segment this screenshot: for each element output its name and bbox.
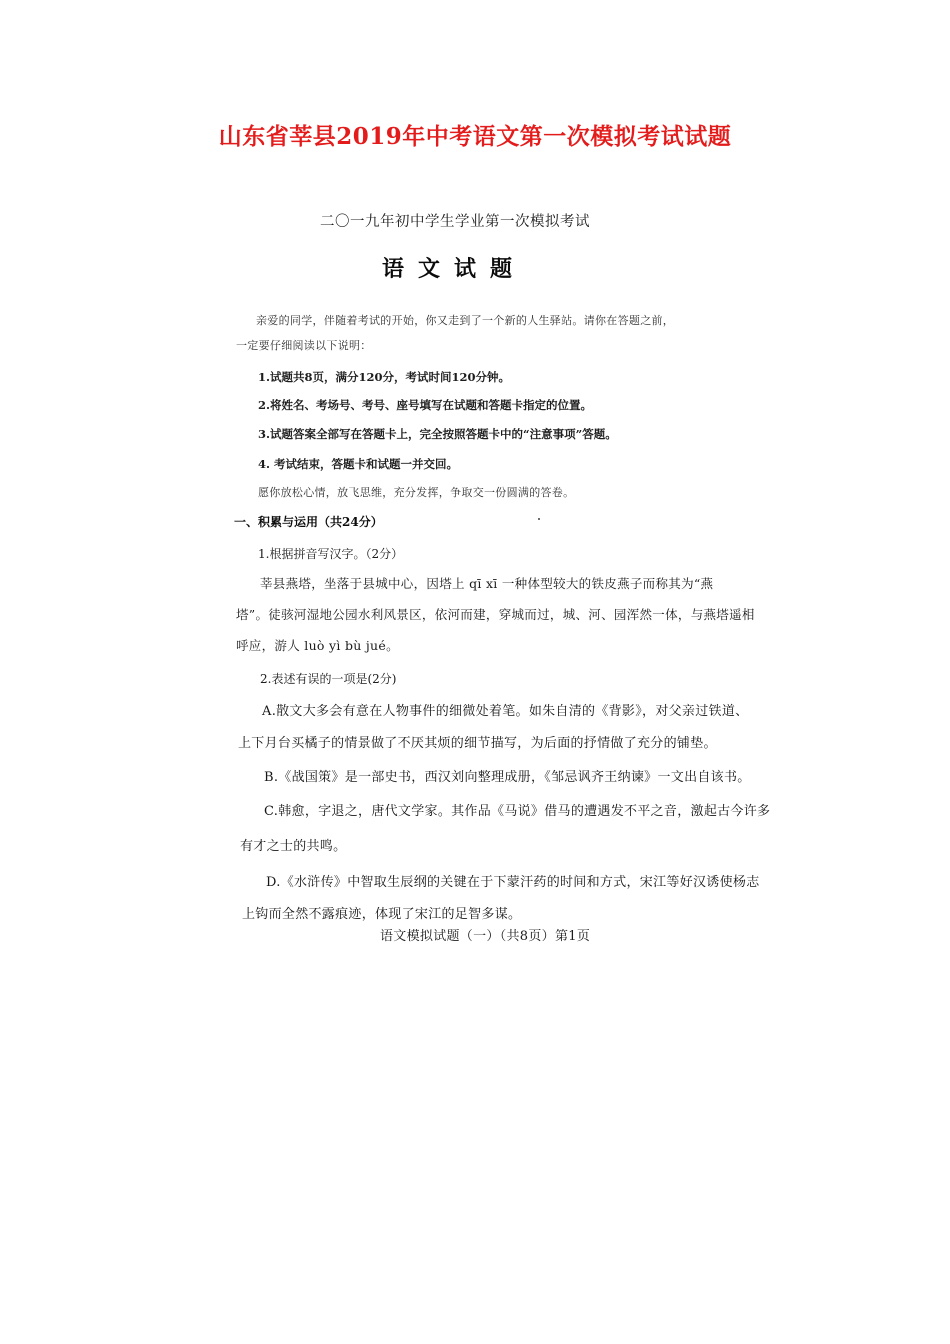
exam-name: 二〇一九年初中学生学业第一次模拟考试 bbox=[320, 214, 590, 230]
question-1-text-line: 莘县燕塔，坐落于县城中心，因塔上 qī xī 一种体型较大的铁皮燕子而称其为“燕 bbox=[260, 576, 714, 591]
question-1-text-line: 呼应，游人 luò yì bù jué。 bbox=[236, 638, 399, 653]
intro-line-1: 亲爱的同学，伴随着考试的开始，你又走到了一个新的人生驿站。请你在答题之前， bbox=[256, 314, 675, 327]
intro-line-2: 一定要仔细阅读以下说明： bbox=[236, 339, 372, 352]
subject-title: 语文试题 bbox=[382, 256, 527, 282]
scan-speck bbox=[538, 518, 540, 520]
option-d-line: 上钩而全然不露痕迹，体现了宋江的足智多谋。 bbox=[242, 907, 522, 922]
option-c-line: C.韩愈，字退之，唐代文学家。其作品《马说》借马的遭遇发不平之音，激起古今许多 bbox=[264, 804, 771, 819]
note-item: 1.试题共8页，满分120分，考试时间120分钟。 bbox=[258, 370, 511, 384]
page-footer: 语文模拟试题（一）（共8页）第1页 bbox=[380, 929, 591, 944]
note-item: 2.将姓名、考场号、考号、座号填写在试题和答题卡指定的位置。 bbox=[258, 398, 593, 412]
scanned-exam-page bbox=[232, 196, 771, 956]
note-item: 4. 考试结束，答题卡和试题一并交回。 bbox=[258, 457, 459, 471]
option-a-line: A.散文大多会有意在人物事件的细微处着笔。如朱自清的《背影》，对父亲过铁道、 bbox=[262, 704, 749, 719]
question-1-label: 1.根据拼音写汉字。（2分） bbox=[258, 547, 404, 561]
option-c-line: 有才之士的共鸣。 bbox=[240, 839, 347, 854]
note-item: 3.试题答案全部写在答题卡上，完全按照答题卡中的“注意事项”答题。 bbox=[258, 427, 617, 441]
option-d-line: D.《水浒传》中智取生辰纲的关键在于下蒙汗药的时间和方式，宋江等好汉诱使杨志 bbox=[266, 875, 760, 890]
question-2-label: 2.表述有误的一项是(2分) bbox=[260, 672, 397, 686]
section-heading: 一、积累与运用（共24分） bbox=[234, 515, 383, 529]
option-b-line: B.《战国策》是一部史书，西汉刘向整理成册，《邹忌讽齐王纳谏》一文出自该书。 bbox=[264, 770, 751, 785]
document-title: 山东省莘县2019年中考语文第一次模拟考试试题 bbox=[218, 123, 732, 150]
question-1-text-line: 塔”。徒骇河湿地公园水利风景区，依河而建，穿城而过，城、河、园浑然一体，与燕塔遥相 bbox=[236, 607, 755, 622]
wish-text: 愿你放松心情，放飞思维，充分发挥，争取交一份圆满的答卷。 bbox=[258, 486, 575, 499]
option-a-line: 上下月台买橘子的情景做了不厌其烦的细节描写，为后面的抒情做了充分的铺垫。 bbox=[238, 736, 717, 751]
